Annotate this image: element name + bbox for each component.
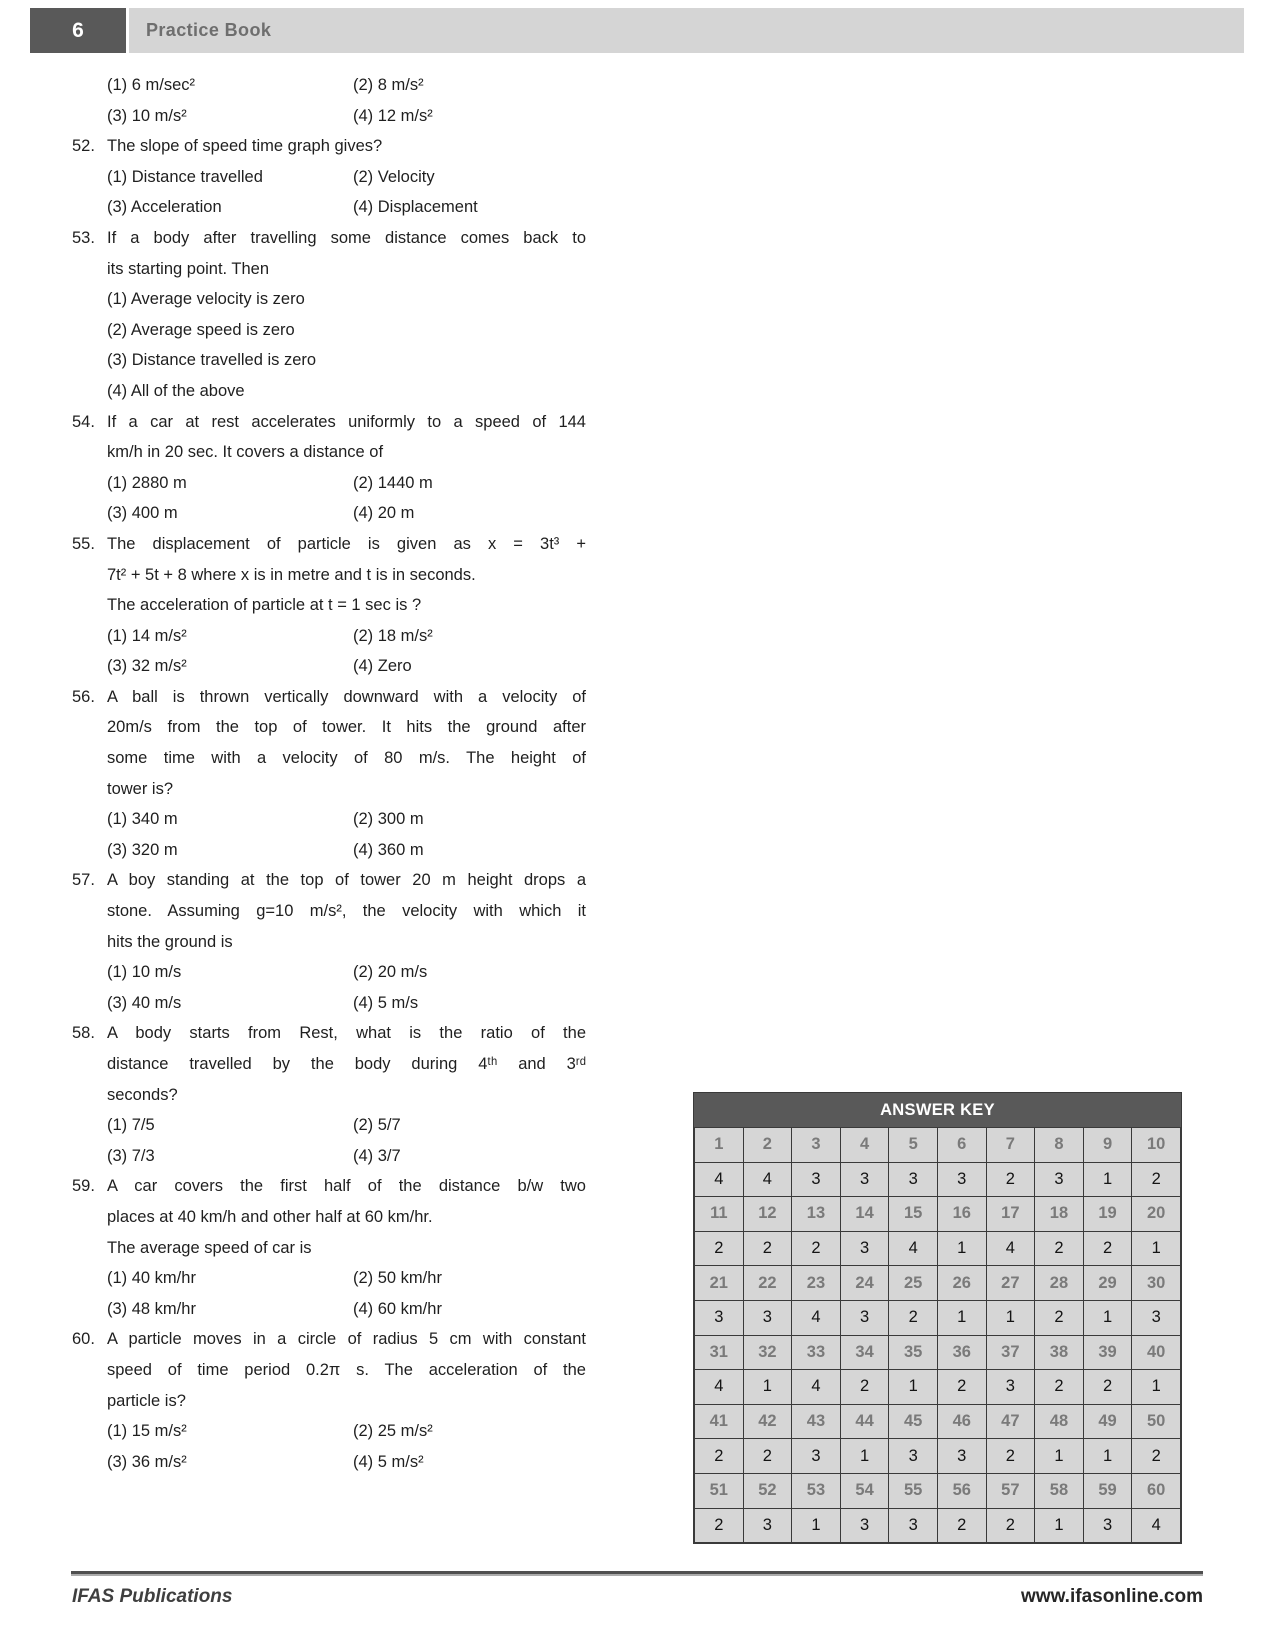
- question-body: [107, 865, 586, 1018]
- option-row: [107, 101, 586, 132]
- answer-key-cell: 37: [986, 1335, 1035, 1370]
- answer-key-cell: 1: [1083, 1439, 1132, 1474]
- question-text-line: A particle moves in a circle of radius 5 cm with constant: [107, 1330, 586, 1349]
- answer-key-cell: 3: [1083, 1508, 1132, 1543]
- answer-key-cell: 57: [986, 1473, 1035, 1508]
- question: [72, 70, 586, 131]
- answer-key-cell: 26: [937, 1266, 986, 1301]
- option: (3) Acceleration: [107, 198, 222, 217]
- option: (4) Displacement: [353, 198, 478, 217]
- answer-key-cell: 3: [743, 1508, 792, 1543]
- answer-key-cell: 55: [889, 1473, 938, 1508]
- answer-key-cell: 44: [840, 1404, 889, 1439]
- answer-key-cell: 10: [1132, 1128, 1181, 1163]
- question-text-line: speed of time period 0.2π s. The acceleration of the: [107, 1360, 586, 1379]
- question-body: [107, 1324, 586, 1477]
- question-body: [107, 407, 586, 529]
- answer-key-cell: 2: [937, 1370, 986, 1405]
- option-row: [107, 1110, 586, 1141]
- answer-key-cell: 3: [792, 1128, 841, 1163]
- answer-key-cell: 2: [889, 1300, 938, 1335]
- answer-key-cell: 47: [986, 1404, 1035, 1439]
- option-row: [107, 835, 586, 866]
- option: (3) 40 m/s: [107, 993, 182, 1012]
- answer-key-cell: 1: [937, 1231, 986, 1266]
- answer-key-cell: 59: [1083, 1473, 1132, 1508]
- answer-key-answer-row: [695, 1162, 1181, 1197]
- option: (1) 2880 m: [107, 473, 187, 492]
- option: (4) All of the above: [107, 381, 245, 400]
- answer-key-cell: 21: [695, 1266, 744, 1301]
- option: (3) 320 m: [107, 840, 178, 859]
- answer-key-cell: 4: [1132, 1508, 1181, 1543]
- answer-key-cell: 4: [792, 1300, 841, 1335]
- option-row: [107, 804, 586, 835]
- answer-key-cell: 2: [695, 1439, 744, 1474]
- answer-key-cell: 4: [792, 1370, 841, 1405]
- answer-key-cell: 4: [840, 1128, 889, 1163]
- option: (4) 3/7: [353, 1146, 401, 1165]
- answer-key-cell: 27: [986, 1266, 1035, 1301]
- question-text-line: The displacement of particle is given as x = 3t³ +: [107, 534, 586, 553]
- answer-key-cell: 29: [1083, 1266, 1132, 1301]
- answer-key-cell: 4: [889, 1231, 938, 1266]
- answer-key-cell: 35: [889, 1335, 938, 1370]
- option-row: [107, 651, 586, 682]
- answer-key-cell: 3: [889, 1508, 938, 1543]
- question: [72, 1171, 586, 1324]
- option-row: [107, 70, 586, 101]
- answer-key-cell: 52: [743, 1473, 792, 1508]
- option-row: [107, 621, 586, 652]
- option-row: [107, 284, 586, 315]
- answer-key-cell: 16: [937, 1197, 986, 1232]
- answer-key-cell: 2: [1132, 1439, 1181, 1474]
- answer-key-question-row: [695, 1128, 1181, 1163]
- option-row: [107, 1294, 586, 1325]
- question-text-line: some time with a velocity of 80 m/s. The height of: [107, 749, 586, 768]
- option: (2) 20 m/s: [353, 963, 428, 982]
- page-number: 6: [72, 18, 84, 42]
- answer-key-question-row: [695, 1473, 1181, 1508]
- answer-key-cell: 2: [1083, 1231, 1132, 1266]
- question-text-line: km/h in 20 sec. It covers a distance of: [107, 443, 384, 462]
- answer-key-title: ANSWER KEY: [694, 1093, 1181, 1127]
- question-number: 52.: [72, 137, 95, 156]
- question-text-line: If a body after travelling some distance comes back to: [107, 228, 586, 247]
- answer-key-cell: 40: [1132, 1335, 1181, 1370]
- answer-key-cell: 3: [840, 1508, 889, 1543]
- answer-key-cell: 14: [840, 1197, 889, 1232]
- answer-key-cell: 3: [743, 1300, 792, 1335]
- question-body: [107, 131, 586, 223]
- answer-key-cell: 2: [743, 1439, 792, 1474]
- answer-key-cell: 31: [695, 1335, 744, 1370]
- question-text-line: A boy standing at the top of tower 20 m height drops a: [107, 871, 586, 890]
- answer-key-cell: 30: [1132, 1266, 1181, 1301]
- question-number: 57.: [72, 871, 95, 890]
- answer-key-cell: 50: [1132, 1404, 1181, 1439]
- option: (4) 60 km/hr: [353, 1299, 442, 1318]
- option: (3) Distance travelled is zero: [107, 351, 317, 370]
- answer-key-cell: 3: [937, 1439, 986, 1474]
- page-number-box: [30, 8, 126, 53]
- option: (1) 15 m/s²: [107, 1422, 187, 1441]
- answer-key-cell: 4: [695, 1370, 744, 1405]
- answer-key-cell: 4: [695, 1162, 744, 1197]
- option-row: [107, 1263, 586, 1294]
- question-text-line: seconds?: [107, 1085, 178, 1104]
- option: (4) 5 m/s: [353, 993, 419, 1012]
- question: [72, 223, 586, 407]
- answer-key-cell: 53: [792, 1473, 841, 1508]
- option: (4) 360 m: [353, 840, 424, 859]
- question-text-line: The slope of speed time graph gives?: [107, 137, 383, 156]
- answer-key-cell: 3: [889, 1439, 938, 1474]
- answer-key-cell: 1: [1132, 1370, 1181, 1405]
- answer-key-cell: 19: [1083, 1197, 1132, 1232]
- answer-key-cell: 3: [840, 1162, 889, 1197]
- option: (4) 5 m/s²: [353, 1452, 424, 1471]
- answer-key-cell: 46: [937, 1404, 986, 1439]
- question-text-line: particle is?: [107, 1391, 186, 1410]
- option-row: [107, 957, 586, 988]
- question-number: 58.: [72, 1024, 95, 1043]
- answer-key-cell: 3: [840, 1300, 889, 1335]
- answer-key-cell: 2: [986, 1162, 1035, 1197]
- answer-key-cell: 1: [1132, 1231, 1181, 1266]
- question-number: 55.: [72, 534, 95, 553]
- answer-key-cell: 3: [986, 1370, 1035, 1405]
- question-body: [107, 682, 586, 866]
- question-text-line: The acceleration of particle at t = 1 sec is ?: [107, 596, 422, 615]
- option: (3) 48 km/hr: [107, 1299, 196, 1318]
- answer-key-cell: 7: [986, 1128, 1035, 1163]
- answer-key-cell: 2: [792, 1231, 841, 1266]
- page-header-band: [129, 8, 1244, 53]
- option-row: [107, 1141, 586, 1172]
- question-text-line: 7t² + 5t + 8 where x is in metre and t is in seconds.: [107, 565, 476, 584]
- option: (2) 50 km/hr: [353, 1269, 442, 1288]
- option: (3) 36 m/s²: [107, 1452, 187, 1471]
- option: (2) 18 m/s²: [353, 626, 433, 645]
- answer-key-cell: 42: [743, 1404, 792, 1439]
- answer-key-answer-row: [695, 1370, 1181, 1405]
- footer-rule: [71, 1571, 1203, 1576]
- question-number: 54.: [72, 412, 95, 431]
- answer-key-cell: 3: [937, 1162, 986, 1197]
- questions-column: [72, 70, 586, 1477]
- question-body: [107, 70, 586, 131]
- question: [72, 407, 586, 529]
- answer-key-cell: 2: [1035, 1300, 1084, 1335]
- answer-key-cell: 8: [1035, 1128, 1084, 1163]
- option: (2) 8 m/s²: [353, 76, 424, 94]
- option: (1) 340 m: [107, 810, 178, 829]
- answer-key-cell: 2: [1035, 1231, 1084, 1266]
- answer-key-cell: 1: [792, 1508, 841, 1543]
- question-number: 56.: [72, 687, 95, 706]
- answer-key-cell: 12: [743, 1197, 792, 1232]
- answer-key-question-row: [695, 1404, 1181, 1439]
- answer-key-cell: 1: [743, 1370, 792, 1405]
- question-text-line: A car covers the first half of the distance b/w two: [107, 1177, 586, 1196]
- answer-key-cell: 48: [1035, 1404, 1084, 1439]
- answer-key-cell: 3: [889, 1162, 938, 1197]
- question-number: [72, 70, 107, 131]
- option: (2) Average speed is zero: [107, 320, 295, 339]
- option: (2) 1440 m: [353, 473, 433, 492]
- option: (3) 400 m: [107, 504, 178, 523]
- option-row: [107, 498, 586, 529]
- answer-key-cell: 11: [695, 1197, 744, 1232]
- question-number: 59.: [72, 1177, 95, 1196]
- option: (2) 5/7: [353, 1116, 401, 1135]
- option: (2) Velocity: [353, 167, 435, 186]
- answer-key-question-row: [695, 1266, 1181, 1301]
- option: (1) 14 m/s²: [107, 626, 187, 645]
- question: [72, 1018, 586, 1171]
- answer-key-cell: 1: [1083, 1300, 1132, 1335]
- answer-key-answer-row: [695, 1439, 1181, 1474]
- option-row: [107, 162, 586, 193]
- answer-key-cell: 32: [743, 1335, 792, 1370]
- question-text-line: stone. Assuming g=10 m/s², the velocity with which it: [107, 902, 586, 921]
- answer-key-cell: 2: [695, 1231, 744, 1266]
- answer-key-cell: 18: [1035, 1197, 1084, 1232]
- answer-key-cell: 3: [792, 1162, 841, 1197]
- option: (4) 12 m/s²: [353, 106, 433, 125]
- answer-key-answer-row: [695, 1300, 1181, 1335]
- question-number: 60.: [72, 1330, 95, 1349]
- option: (2) 300 m: [353, 810, 424, 829]
- answer-key-cell: 54: [840, 1473, 889, 1508]
- question-text-line: 20m/s from the top of tower. It hits the ground after: [107, 718, 586, 737]
- option: (3) 32 m/s²: [107, 657, 187, 676]
- option: (3) 10 m/s²: [107, 106, 187, 125]
- option: (1) Average velocity is zero: [107, 290, 305, 309]
- answer-key-cell: 38: [1035, 1335, 1084, 1370]
- answer-key-cell: 1: [1035, 1508, 1084, 1543]
- answer-key-answer-row: [695, 1231, 1181, 1266]
- answer-key-cell: 2: [695, 1508, 744, 1543]
- answer-key-cell: 3: [1035, 1162, 1084, 1197]
- answer-key-cell: 2: [1035, 1370, 1084, 1405]
- answer-key-cell: 2: [743, 1231, 792, 1266]
- option: (1) Distance travelled: [107, 167, 263, 186]
- answer-key-cell: 9: [1083, 1128, 1132, 1163]
- answer-key-cell: 6: [937, 1128, 986, 1163]
- answer-key-cell: 2: [937, 1508, 986, 1543]
- question-text-line: distance travelled by the body during 4ᵗʰ and 3ʳᵈ: [107, 1055, 586, 1073]
- answer-key-cell: 39: [1083, 1335, 1132, 1370]
- answer-key-cell: 2: [1083, 1370, 1132, 1405]
- footer-publisher: IFAS Publications: [72, 1586, 233, 1607]
- answer-key-cell: 36: [937, 1335, 986, 1370]
- option: (1) 7/5: [107, 1116, 155, 1135]
- answer-key-cell: 1: [937, 1300, 986, 1335]
- option: (1) 6 m/sec²: [107, 76, 196, 94]
- question: [72, 865, 586, 1018]
- answer-key-cell: 51: [695, 1473, 744, 1508]
- answer-key-question-row: [695, 1197, 1181, 1232]
- option-row: [107, 468, 586, 499]
- footer-website: www.ifasonline.com: [1021, 1586, 1203, 1607]
- question-number: 53.: [72, 228, 95, 247]
- answer-key-cell: 1: [1035, 1439, 1084, 1474]
- answer-key-cell: 45: [889, 1404, 938, 1439]
- answer-key-cell: 4: [743, 1162, 792, 1197]
- question-body: [107, 223, 586, 407]
- option-row: [107, 1416, 586, 1447]
- question-text-line: A body starts from Rest, what is the ratio of the: [107, 1024, 586, 1043]
- option: (4) Zero: [353, 657, 412, 676]
- question-body: [107, 1171, 586, 1324]
- question: [72, 1324, 586, 1477]
- answer-key-cell: 4: [986, 1231, 1035, 1266]
- answer-key-cell: 3: [840, 1231, 889, 1266]
- answer-key-cell: 49: [1083, 1404, 1132, 1439]
- answer-key-cell: 2: [743, 1128, 792, 1163]
- option: (4) 20 m: [353, 504, 415, 523]
- answer-key-cell: 20: [1132, 1197, 1181, 1232]
- answer-key-cell: 15: [889, 1197, 938, 1232]
- question-text-line: hits the ground is: [107, 932, 233, 951]
- answer-key-cell: 3: [1132, 1300, 1181, 1335]
- answer-key-grid: [694, 1127, 1181, 1543]
- option: (2) 25 m/s²: [353, 1422, 433, 1441]
- question-text-line: places at 40 km/h and other half at 60 km/hr.: [107, 1207, 433, 1226]
- question-body: [107, 1018, 586, 1171]
- page-title: Practice Book: [146, 20, 272, 40]
- question-text-line: tower is?: [107, 779, 174, 798]
- option-row: [107, 988, 586, 1019]
- option: (3) 7/3: [107, 1146, 155, 1165]
- answer-key-answer-row: [695, 1508, 1181, 1543]
- answer-key-cell: 58: [1035, 1473, 1084, 1508]
- answer-key-cell: 3: [695, 1300, 744, 1335]
- answer-key-cell: 33: [792, 1335, 841, 1370]
- answer-key-cell: 2: [840, 1370, 889, 1405]
- answer-key-cell: 1: [1083, 1162, 1132, 1197]
- question-text-line: A ball is thrown vertically downward with a velocity of: [107, 687, 586, 706]
- answer-key-cell: 25: [889, 1266, 938, 1301]
- option-row: [107, 1447, 586, 1478]
- answer-key-cell: 2: [986, 1508, 1035, 1543]
- answer-key-cell: 28: [1035, 1266, 1084, 1301]
- answer-key-cell: 1: [695, 1128, 744, 1163]
- answer-key-question-row: [695, 1335, 1181, 1370]
- answer-key-table: [693, 1092, 1182, 1544]
- question: [72, 529, 586, 682]
- answer-key-cell: 1: [986, 1300, 1035, 1335]
- answer-key-cell: 43: [792, 1404, 841, 1439]
- answer-key-cell: 41: [695, 1404, 744, 1439]
- question: [72, 682, 586, 866]
- option-row: [107, 192, 586, 223]
- question: [72, 131, 586, 223]
- answer-key-cell: 22: [743, 1266, 792, 1301]
- question-body: [107, 529, 586, 682]
- answer-key-cell: 13: [792, 1197, 841, 1232]
- answer-key-cell: 1: [840, 1439, 889, 1474]
- answer-key-cell: 1: [889, 1370, 938, 1405]
- option: (1) 40 km/hr: [107, 1269, 196, 1288]
- answer-key-cell: 24: [840, 1266, 889, 1301]
- answer-key-cell: 56: [937, 1473, 986, 1508]
- answer-key-cell: 3: [792, 1439, 841, 1474]
- option-row: [107, 315, 586, 346]
- question-text-line: its starting point. Then: [107, 259, 270, 278]
- question-text-line: If a car at rest accelerates uniformly to a speed of 144: [107, 412, 586, 431]
- answer-key-cell: 60: [1132, 1473, 1181, 1508]
- answer-key-cell: 34: [840, 1335, 889, 1370]
- answer-key-cell: 5: [889, 1128, 938, 1163]
- option: (1) 10 m/s: [107, 963, 182, 982]
- answer-key-cell: 2: [1132, 1162, 1181, 1197]
- answer-key-cell: 17: [986, 1197, 1035, 1232]
- answer-key-cell: 2: [986, 1439, 1035, 1474]
- question-text-line: The average speed of car is: [107, 1238, 312, 1257]
- option-row: [107, 345, 586, 376]
- option-row: [107, 376, 586, 407]
- answer-key-cell: 23: [792, 1266, 841, 1301]
